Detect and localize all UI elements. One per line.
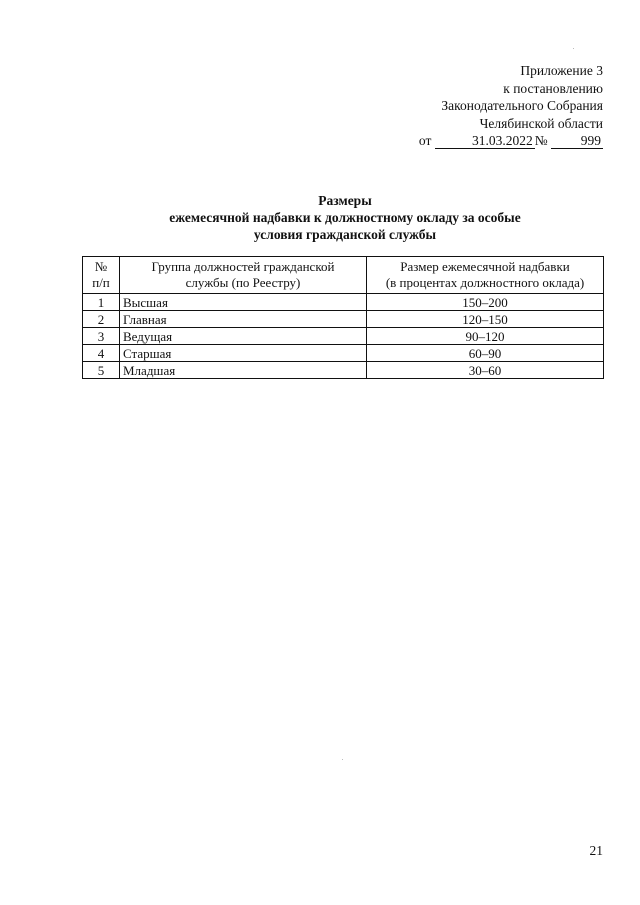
row-group: Ведущая [120,328,367,345]
appendix-title: Приложение 3 [520,63,603,78]
row-group: Старшая [120,345,367,362]
row-number: 1 [83,294,120,311]
row-size: 150–200 [367,294,604,311]
allowance-table [82,256,604,379]
header-size-line-2: (в процентах должностного оклада) [385,275,585,290]
appendix-resolution: к постановлению [503,80,603,96]
title-line-3: условия гражданской службы [253,227,437,242]
table-row [83,311,604,328]
from-label: от [418,133,432,148]
header-size [367,257,604,294]
scan-speck [573,48,574,49]
table-row [83,328,604,345]
scan-speck [342,759,343,760]
row-number: 5 [83,362,120,379]
appendix-date-line [419,132,603,150]
resolution-number: 999 [551,134,603,149]
header-group-line-1: Группа должностей гражданской [151,259,335,274]
row-group: Младшая [120,362,367,379]
page-number: 21 [589,843,603,858]
resolution-date: 31.03.2022 [435,134,535,149]
number-label: № [534,133,548,148]
table-row [83,345,604,362]
row-size: 120–150 [367,311,604,328]
row-number: 3 [83,328,120,345]
appendix-assembly: Законодательного Собрания [441,98,603,113]
appendix-region: Челябинской области [479,115,603,131]
header-size-line-1: Размер ежемесячной надбавки [400,259,570,274]
table-header-row [83,257,604,294]
header-number-line-1: № [94,259,108,274]
row-number: 4 [83,345,120,362]
table-row [83,362,604,379]
row-size: 90–120 [367,328,604,345]
title-line-2: ежемесячной надбавки к должностному окладу за особые [169,210,521,225]
row-size: 60–90 [367,345,604,362]
header-number-line-2: п/п [92,275,110,290]
header-group [120,257,367,294]
table-row [83,294,604,311]
title-line-1: Размеры [318,193,372,208]
row-number: 2 [83,311,120,328]
appendix-header [419,62,603,150]
row-group: Высшая [120,294,367,311]
row-size: 30–60 [367,362,604,379]
header-group-line-2: службы (по Реестру) [185,275,301,290]
document-title [0,192,640,243]
row-group: Главная [120,311,367,328]
header-number [83,257,120,294]
